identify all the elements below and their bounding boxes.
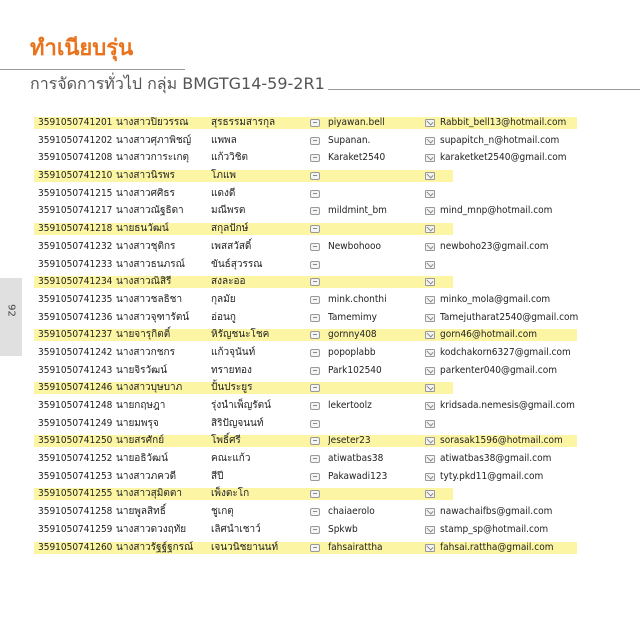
student-id: 3591050741249 (38, 417, 113, 429)
chat-username: lekertoolz (328, 400, 372, 411)
chat-username: fahsairattha (328, 541, 383, 553)
title-divider (0, 69, 185, 70)
student-first-name: นายธนวัฒน์ (116, 223, 169, 235)
student-id: 3591050741258 (38, 506, 113, 518)
student-row (0, 521, 640, 539)
student-row (0, 220, 640, 238)
student-row (0, 379, 640, 397)
email-address: parkenter040@gmail.com (440, 364, 558, 376)
email-address: Rabbit_bell13@hotmail.com (440, 117, 567, 128)
student-last-name: ขันธ์สุวรรณ (211, 258, 263, 270)
student-first-name: นายจิรวัฒน์ (116, 364, 168, 376)
chat-username: atiwatbas38 (328, 453, 384, 465)
student-row (0, 291, 640, 309)
student-first-name: นางสาวรัฐฐ์ฐกรณ์ (116, 541, 194, 553)
email-address: gorn46@hotmail.com (440, 329, 537, 341)
student-id: 3591050741233 (38, 258, 113, 270)
student-row (0, 539, 640, 557)
student-id: 3591050741259 (38, 523, 113, 535)
student-first-name: นางสาวดวงฤทัย (116, 523, 187, 535)
student-row (0, 132, 640, 150)
student-last-name: เจนวนิชยานนท์ (211, 541, 279, 553)
student-id: 3591050741243 (38, 364, 113, 376)
student-id: 3591050741208 (38, 152, 113, 164)
student-last-name: สีปี (211, 470, 224, 482)
student-row (0, 503, 640, 521)
chat-username: mink.chonthi (328, 293, 387, 305)
student-last-name: อ่อนกู (211, 311, 236, 323)
chat-username: Jeseter23 (328, 435, 371, 447)
student-row (0, 432, 640, 450)
chat-username: gornny408 (328, 329, 377, 341)
page-number: 92 (5, 304, 17, 317)
student-first-name: นางสาวการะเกตุ (116, 152, 190, 164)
student-id: 3591050741250 (38, 435, 113, 447)
student-id: 3591050741232 (38, 240, 113, 252)
student-first-name: นางสาวปิยวรรณ (116, 117, 189, 128)
student-row (0, 415, 640, 433)
chat-username: Newbohooo (328, 240, 382, 252)
student-id: 3591050741215 (38, 187, 113, 199)
student-row (0, 326, 640, 344)
student-first-name: นายพูลสิทธิ์ (116, 506, 166, 518)
student-first-name: นายจารุกิตติ์ (116, 329, 171, 341)
email-address: nawachaifbs@gmail.com (440, 506, 553, 518)
email-address: kodchakorn6327@gmail.com (440, 346, 571, 358)
student-row (0, 273, 640, 291)
student-last-name: โพธิ์ศรี (211, 435, 241, 447)
student-last-name: กุลมัย (211, 293, 236, 305)
student-first-name: นางสาวศุภาพิชญ์ (116, 134, 192, 146)
email-address: tyty.pkd11@gmail.com (440, 470, 544, 482)
student-row (0, 149, 640, 167)
student-id: 3591050741252 (38, 453, 113, 465)
email-address: supapitch_n@hotmail.com (440, 134, 560, 146)
student-id: 3591050741255 (38, 488, 113, 500)
student-id: 3591050741237 (38, 329, 113, 341)
chat-icon (310, 539, 326, 559)
chat-username: Karaket2540 (328, 152, 386, 164)
student-first-name: นางสาวกชกร (116, 346, 175, 358)
student-row (0, 468, 640, 486)
student-id: 3591050741242 (38, 346, 113, 358)
student-last-name: สุรธรรมสารกุล (211, 117, 276, 128)
student-last-name: แก้ววิชิต (211, 152, 249, 164)
student-first-name: นางสาวณิสิรี (116, 276, 172, 288)
student-id: 3591050741210 (38, 170, 113, 182)
page-title: ทำเนียบรุ่น (30, 36, 134, 61)
student-first-name: นางสาวศศิธร (116, 187, 175, 199)
email-address: minko_mola@gmail.com (440, 293, 551, 305)
student-id: 3591050741234 (38, 276, 113, 288)
student-row (0, 167, 640, 185)
student-first-name: นางสาวณัฐธิดา (116, 205, 184, 217)
student-last-name: ชูเกตุ (211, 506, 234, 518)
student-row (0, 238, 640, 256)
student-first-name: นางสาวชลธิชา (116, 293, 183, 305)
student-last-name: รุ่งนำเพ็ญรัตน์ (211, 400, 271, 411)
student-first-name: นางสาวนิรพร (116, 170, 175, 182)
student-last-name: เลิศนำเชาว์ (211, 523, 261, 535)
student-last-name: ปั้นประยูร (211, 382, 253, 394)
email-address: fahsai.rattha@gmail.com (440, 541, 554, 553)
email-address: sorasak1596@hotmail.com (440, 435, 563, 447)
student-last-name: สิริปัญจนนท์ (211, 417, 264, 429)
student-id: 3591050741253 (38, 470, 113, 482)
student-row (0, 256, 640, 274)
group-subtitle: การจัดการทั่วไป กลุ่ม BMGTG14-59-2R1 (30, 74, 325, 93)
student-id: 3591050741248 (38, 400, 113, 411)
chat-username: Park102540 (328, 364, 382, 376)
student-first-name: นางสาวภควดี (116, 470, 177, 482)
student-id: 3591050741202 (38, 134, 113, 146)
student-row (0, 309, 640, 327)
student-last-name: มณีพรต (211, 205, 246, 217)
student-last-name: ทรายทอง (211, 364, 252, 376)
student-row (0, 185, 640, 203)
student-last-name: คณะแก้ว (211, 453, 251, 465)
chat-username: popoplabb (328, 346, 376, 358)
student-first-name: นางสาวบุษบาภ (116, 382, 183, 394)
chat-username: mildmint_bm (328, 205, 387, 217)
chat-username: Pakawadi123 (328, 470, 388, 482)
email-address: Tamejutharat2540@gmail.com (440, 311, 579, 323)
subtitle-divider (328, 89, 640, 90)
student-id: 3591050741260 (38, 541, 113, 553)
student-last-name: แดงดี (211, 187, 236, 199)
student-id: 3591050741235 (38, 293, 113, 305)
student-row (0, 362, 640, 380)
student-id: 3591050741201 (38, 117, 113, 128)
chat-username: Tamemimy (328, 311, 378, 323)
student-last-name: โภแพ (211, 170, 236, 182)
student-first-name: นายอธิวัฒน์ (116, 453, 168, 465)
student-list (0, 114, 640, 556)
student-first-name: นางสาวสุมิตตา (116, 488, 182, 500)
student-first-name: นางสาวจุฑารัตน์ (116, 311, 190, 323)
email-address: stamp_sp@hotmail.com (440, 523, 549, 535)
student-last-name: หิรัญชนะโชค (211, 329, 270, 341)
student-last-name: สกุลปักษ์ (211, 223, 249, 235)
student-id: 3591050741246 (38, 382, 113, 394)
student-row (0, 202, 640, 220)
student-row (0, 485, 640, 503)
student-first-name: นายสรศักย์ (116, 435, 165, 447)
student-first-name: นางสาวธนภรณ์ (116, 258, 185, 270)
chat-username: piyawan.bell (328, 117, 385, 128)
chat-username: chaiaerolo (328, 506, 375, 518)
student-row (0, 344, 640, 362)
email-address: kridsada.nemesis@gmail.com (440, 400, 575, 411)
student-first-name: นางสาวชุติกร (116, 240, 176, 252)
student-id: 3591050741217 (38, 205, 113, 217)
email-address: newboho23@gmail.com (440, 240, 549, 252)
email-address: karaketket2540@gmail.com (440, 152, 567, 164)
student-last-name: แก้วจุนันท์ (211, 346, 256, 358)
student-row (0, 397, 640, 415)
mail-icon (425, 539, 441, 559)
chat-username: Spkwb (328, 523, 358, 535)
student-last-name: สงละออ (211, 276, 246, 288)
student-last-name: เพ็งตะโก (211, 488, 250, 500)
chat-username: Supanan. (328, 134, 371, 146)
student-id: 3591050741218 (38, 223, 113, 235)
email-address: mind_mnp@hotmail.com (440, 205, 553, 217)
student-last-name: เพสสวัสดิ์ (211, 240, 252, 252)
email-address: atiwatbas38@gmail.com (440, 453, 552, 465)
student-first-name: นายมพรุจ (116, 417, 159, 429)
student-row (0, 114, 640, 132)
student-id: 3591050741236 (38, 311, 113, 323)
student-first-name: นายกฤษฎา (116, 400, 166, 411)
student-row (0, 450, 640, 468)
student-last-name: แพพล (211, 134, 237, 146)
